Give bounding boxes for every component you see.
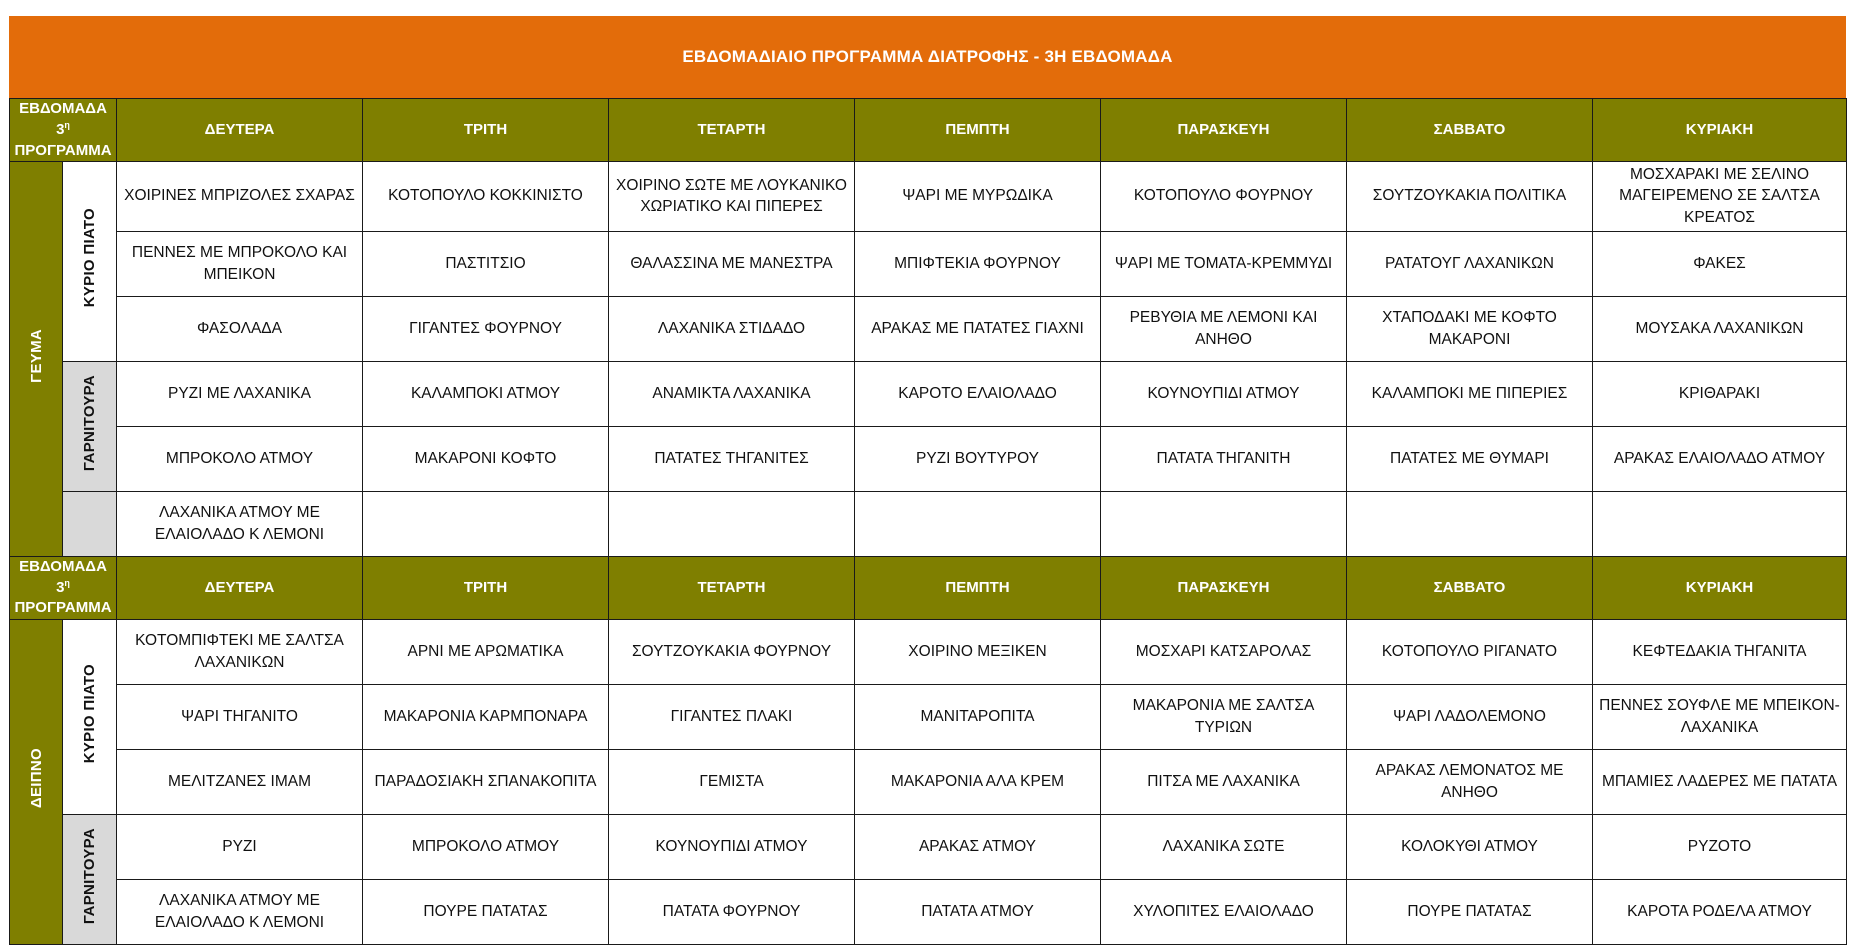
- week-label-sup: η: [64, 578, 70, 589]
- menu-cell: ΣΟΥΤΖΟΥΚΑΚΙΑ ΠΟΛΙΤΙΚΑ: [1347, 161, 1593, 231]
- menu-cell: ΨΑΡΙ ΤΗΓΑΝΙΤΟ: [117, 684, 363, 749]
- menu-cell: ΜΑΚΑΡΟΝΙΑ ΚΑΡΜΠΟΝΑΡΑ: [363, 684, 609, 749]
- menu-cell: ΜΑΚΑΡΟΝΙΑ ΜΕ ΣΑΛΤΣΑ ΤΥΡΙΩΝ: [1101, 684, 1347, 749]
- menu-cell: ΚΟΥΝΟΥΠΙΔΙ ΑΤΜΟΥ: [1101, 361, 1347, 426]
- menu-cell: ΑΡΑΚΑΣ ΑΤΜΟΥ: [855, 814, 1101, 879]
- menu-cell: ΣΟΥΤΖΟΥΚΑΚΙΑ ΦΟΥΡΝΟΥ: [609, 619, 855, 684]
- menu-cell: ΑΡΑΚΑΣ ΜΕ ΠΑΤΑΤΕΣ ΓΙΑΧΝΙ: [855, 296, 1101, 361]
- lunch-week-label: [10, 99, 117, 162]
- day-header: ΚΥΡΙΑΚΗ: [1593, 556, 1847, 619]
- dinner-meal-label: [10, 619, 63, 944]
- lunch-main-row: [10, 231, 1847, 296]
- sheet-title: ΕΒΔΟΜΑΔΙΑΙΟ ΠΡΟΓΡΑΜΜΑ ΔΙΑΤΡΟΦΗΣ - 3Η ΕΒΔΟΜΑΔΑ: [9, 16, 1846, 98]
- day-header: ΔΕΥΤΕΡΑ: [117, 99, 363, 162]
- menu-cell: ΑΡΑΚΑΣ ΛΕΜΟΝΑΤΟΣ ΜΕ ΑΝΗΘΟ: [1347, 749, 1593, 814]
- menu-cell: ΑΝΑΜΙΚΤΑ ΛΑΧΑΝΙΚΑ: [609, 361, 855, 426]
- day-header: ΤΕΤΑΡΤΗ: [609, 99, 855, 162]
- menu-cell: ΚΟΛΟΚΥΘΙ ΑΤΜΟΥ: [1347, 814, 1593, 879]
- menu-cell: ΘΑΛΑΣΣΙΝΑ ΜΕ ΜΑΝΕΣΤΡΑ: [609, 231, 855, 296]
- day-header: ΠΕΜΠΤΗ: [855, 99, 1101, 162]
- menu-cell: ΓΕΜΙΣΤΑ: [609, 749, 855, 814]
- menu-cell: ΜΑΚΑΡΟΝΙΑ ΑΛΑ ΚΡΕΜ: [855, 749, 1101, 814]
- menu-cell: ΡΕΒΥΘΙΑ ΜΕ ΛΕΜΟΝΙ ΚΑΙ ΑΝΗΘΟ: [1101, 296, 1347, 361]
- menu-cell: ΠΑΡΑΔΟΣΙΑΚΗ ΣΠΑΝΑΚΟΠΙΤΑ: [363, 749, 609, 814]
- lunch-side-row: [10, 361, 1847, 426]
- menu-cell: ΜΑΝΙΤΑΡΟΠΙΤΑ: [855, 684, 1101, 749]
- day-header: ΔΕΥΤΕΡΑ: [117, 556, 363, 619]
- menu-cell: ΠΕΝΝΕΣ ΣΟΥΦΛΕ ΜΕ ΜΠΕΙΚΟΝ-ΛΑΧΑΝΙΚΑ: [1593, 684, 1847, 749]
- week-label-line2: ΠΡΟΓΡΑΜΜΑ: [14, 141, 112, 159]
- menu-cell: [609, 491, 855, 556]
- day-header: ΠΑΡΑΣΚΕΥΗ: [1101, 556, 1347, 619]
- menu-cell: ΜΠΡΟΚΟΛΟ ΑΤΜΟΥ: [117, 426, 363, 491]
- menu-cell: ΚΟΤΟΠΟΥΛΟ ΦΟΥΡΝΟΥ: [1101, 161, 1347, 231]
- main-course-label-text: ΚΥΡΙΟ ΠΙΑΤΟ: [81, 208, 98, 308]
- menu-cell: ΠΑΣΤΙΤΣΙΟ: [363, 231, 609, 296]
- menu-cell: [1593, 491, 1847, 556]
- menu-cell: ΜΟΣΧΑΡΑΚΙ ΜΕ ΣΕΛΙΝΟ ΜΑΓΕΙΡΕΜΕΝΟ ΣΕ ΣΑΛΤΣΑ ΚΡΕΑΤΟΣ: [1593, 161, 1847, 231]
- dinner-main-course-label: [63, 619, 117, 814]
- menu-cell: ΡΥΖΙ: [117, 814, 363, 879]
- menu-cell: ΠΕΝΝΕΣ ΜΕ ΜΠΡΟΚΟΛΟ ΚΑΙ ΜΠΕΙΚΟΝ: [117, 231, 363, 296]
- week-label-line1: ΕΒΔΟΜΑΔΑ 3: [19, 557, 107, 597]
- lunch-side-dish-label: [63, 361, 117, 491]
- menu-cell: ΜΟΣΧΑΡΙ ΚΑΤΣΑΡΟΛΑΣ: [1101, 619, 1347, 684]
- lunch-main-course-label: [63, 161, 117, 361]
- menu-cell: ΚΑΡΟΤΟ ΕΛΑΙΟΛΑΔΟ: [855, 361, 1101, 426]
- menu-cell: ΧΥΛΟΠΙΤΕΣ ΕΛΑΙΟΛΑΔΟ: [1101, 879, 1347, 944]
- menu-cell: ΦΑΣΟΛΑΔΑ: [117, 296, 363, 361]
- day-header: ΣΑΒΒΑΤΟ: [1347, 99, 1593, 162]
- menu-cell: ΑΡΝΙ ΜΕ ΑΡΩΜΑΤΙΚΑ: [363, 619, 609, 684]
- menu-cell: ΛΑΧΑΝΙΚΑ ΑΤΜΟΥ ΜΕ ΕΛΑΙΟΛΑΔΟ Κ ΛΕΜΟΝΙ: [117, 879, 363, 944]
- lunch-side-blank-label: [63, 491, 117, 556]
- menu-cell: ΜΠΙΦΤΕΚΙΑ ΦΟΥΡΝΟΥ: [855, 231, 1101, 296]
- menu-cell: ΜΠΑΜΙΕΣ ΛΑΔΕΡΕΣ ΜΕ ΠΑΤΑΤΑ: [1593, 749, 1847, 814]
- day-header: ΚΥΡΙΑΚΗ: [1593, 99, 1847, 162]
- menu-cell: ΛΑΧΑΝΙΚΑ ΣΩΤΕ: [1101, 814, 1347, 879]
- menu-cell: ΚΟΤΟΠΟΥΛΟ ΚΟΚΚΙΝΙΣΤΟ: [363, 161, 609, 231]
- meal-label-text: ΓΕΥΜΑ: [27, 328, 45, 383]
- dinner-header-row: [10, 556, 1847, 619]
- menu-cell: ΠΑΤΑΤΑ ΦΟΥΡΝΟΥ: [609, 879, 855, 944]
- lunch-side-row: [10, 491, 1847, 556]
- menu-cell: ΠΑΤΑΤΑ ΑΤΜΟΥ: [855, 879, 1101, 944]
- week-label-line2: ΠΡΟΓΡΑΜΜΑ: [14, 599, 112, 617]
- menu-cell: ΨΑΡΙ ΜΕ ΜΥΡΩΔΙΚΑ: [855, 161, 1101, 231]
- menu-cell: ΨΑΡΙ ΜΕ ΤΟΜΑΤΑ-ΚΡΕΜΜΥΔΙ: [1101, 231, 1347, 296]
- dinner-week-label: [10, 556, 117, 619]
- menu-cell: ΡΥΖΟΤΟ: [1593, 814, 1847, 879]
- lunch-side-row: [10, 426, 1847, 491]
- meal-plan-sheet: [9, 16, 1846, 945]
- lunch-main-row: [10, 161, 1847, 231]
- menu-cell: [1347, 491, 1593, 556]
- meal-plan-table: [9, 98, 1847, 945]
- side-dish-label-text: ΓΑΡΝΙΤΟΥΡΑ: [81, 374, 98, 472]
- day-header: ΠΕΜΠΤΗ: [855, 556, 1101, 619]
- week-label-line1: ΕΒΔΟΜΑΔΑ 3: [19, 100, 107, 139]
- menu-cell: ΚΟΤΟΠΟΥΛΟ ΡΙΓΑΝΑΤΟ: [1347, 619, 1593, 684]
- menu-cell: [1101, 491, 1347, 556]
- menu-cell: ΛΑΧΑΝΙΚΑ ΣΤΙΔΑΔΟ: [609, 296, 855, 361]
- menu-cell: ΜΠΡΟΚΟΛΟ ΑΤΜΟΥ: [363, 814, 609, 879]
- menu-cell: ΠΟΥΡΕ ΠΑΤΑΤΑΣ: [1347, 879, 1593, 944]
- menu-cell: ΚΑΛΑΜΠΟΚΙ ΑΤΜΟΥ: [363, 361, 609, 426]
- menu-cell: ΓΙΓΑΝΤΕΣ ΠΛΑΚΙ: [609, 684, 855, 749]
- menu-cell: ΜΑΚΑΡΟΝΙ ΚΟΦΤΟ: [363, 426, 609, 491]
- menu-cell: [363, 491, 609, 556]
- meal-label-text: ΔΕΙΠΝΟ: [27, 748, 45, 809]
- menu-cell: ΚΟΥΝΟΥΠΙΔΙ ΑΤΜΟΥ: [609, 814, 855, 879]
- menu-cell: ΠΙΤΣΑ ΜΕ ΛΑΧΑΝΙΚΑ: [1101, 749, 1347, 814]
- menu-cell: ΡΥΖΙ ΒΟΥΤΥΡΟΥ: [855, 426, 1101, 491]
- day-header: ΠΑΡΑΣΚΕΥΗ: [1101, 99, 1347, 162]
- menu-cell: ΜΟΥΣΑΚΑ ΛΑΧΑΝΙΚΩΝ: [1593, 296, 1847, 361]
- lunch-header-row: [10, 99, 1847, 162]
- menu-cell: ΡΥΖΙ ΜΕ ΛΑΧΑΝΙΚΑ: [117, 361, 363, 426]
- menu-cell: ΧΟΙΡΙΝΟ ΜΕΞΙΚΕΝ: [855, 619, 1101, 684]
- dinner-side-row: [10, 879, 1847, 944]
- lunch-main-row: [10, 296, 1847, 361]
- menu-cell: ΧΤΑΠΟΔΑΚΙ ΜΕ ΚΟΦΤΟ ΜΑΚΑΡΟΝΙ: [1347, 296, 1593, 361]
- menu-cell: ΚΑΡΟΤΑ ΡΟΔΕΛΑ ΑΤΜΟΥ: [1593, 879, 1847, 944]
- dinner-side-row: [10, 814, 1847, 879]
- day-header: ΤΕΤΑΡΤΗ: [609, 556, 855, 619]
- lunch-meal-label: [10, 161, 63, 556]
- menu-cell: ΨΑΡΙ ΛΑΔΟΛΕΜΟΝΟ: [1347, 684, 1593, 749]
- menu-cell: ΜΕΛΙΤΖΑΝΕΣ ΙΜΑΜ: [117, 749, 363, 814]
- day-header: ΤΡΙΤΗ: [363, 556, 609, 619]
- menu-cell: ΓΙΓΑΝΤΕΣ ΦΟΥΡΝΟΥ: [363, 296, 609, 361]
- menu-cell: ΛΑΧΑΝΙΚΑ ΑΤΜΟΥ ΜΕ ΕΛΑΙΟΛΑΔΟ Κ ΛΕΜΟΝΙ: [117, 491, 363, 556]
- dinner-main-row: [10, 684, 1847, 749]
- week-label-sup: η: [64, 120, 70, 131]
- menu-cell: ΠΑΤΑΤΕΣ ΤΗΓΑΝΙΤΕΣ: [609, 426, 855, 491]
- menu-cell: ΚΟΤΟΜΠΙΦΤΕΚΙ ΜΕ ΣΑΛΤΣΑ ΛΑΧΑΝΙΚΩΝ: [117, 619, 363, 684]
- menu-cell: [855, 491, 1101, 556]
- menu-cell: ΠΑΤΑΤΑ ΤΗΓΑΝΙΤΗ: [1101, 426, 1347, 491]
- dinner-main-row: [10, 749, 1847, 814]
- dinner-main-row: [10, 619, 1847, 684]
- menu-cell: ΚΑΛΑΜΠΟΚΙ ΜΕ ΠΙΠΕΡΙΕΣ: [1347, 361, 1593, 426]
- day-header: ΣΑΒΒΑΤΟ: [1347, 556, 1593, 619]
- menu-cell: ΚΡΙΘΑΡΑΚΙ: [1593, 361, 1847, 426]
- menu-cell: ΠΟΥΡΕ ΠΑΤΑΤΑΣ: [363, 879, 609, 944]
- menu-cell: ΡΑΤΑΤΟΥΓ ΛΑΧΑΝΙΚΩΝ: [1347, 231, 1593, 296]
- side-dish-label-text: ΓΑΡΝΙΤΟΥΡΑ: [81, 827, 98, 924]
- menu-cell: ΑΡΑΚΑΣ ΕΛΑΙΟΛΑΔΟ ΑΤΜΟΥ: [1593, 426, 1847, 491]
- day-header: ΤΡΙΤΗ: [363, 99, 609, 162]
- menu-cell: ΦΑΚΕΣ: [1593, 231, 1847, 296]
- menu-cell: ΠΑΤΑΤΕΣ ΜΕ ΘΥΜΑΡΙ: [1347, 426, 1593, 491]
- menu-cell: ΧΟΙΡΙΝΕΣ ΜΠΡΙΖΟΛΕΣ ΣΧΑΡΑΣ: [117, 161, 363, 231]
- menu-cell: ΚΕΦΤΕΔΑΚΙΑ ΤΗΓΑΝΙΤΑ: [1593, 619, 1847, 684]
- main-course-label-text: ΚΥΡΙΟ ΠΙΑΤΟ: [81, 663, 98, 763]
- dinner-side-dish-label: [63, 814, 117, 944]
- menu-cell: ΧΟΙΡΙΝΟ ΣΩΤΕ ΜΕ ΛΟΥΚΑΝΙΚΟ ΧΩΡΙΑΤΙΚΟ ΚΑΙ ΠΙΠΕΡΕΣ: [609, 161, 855, 231]
